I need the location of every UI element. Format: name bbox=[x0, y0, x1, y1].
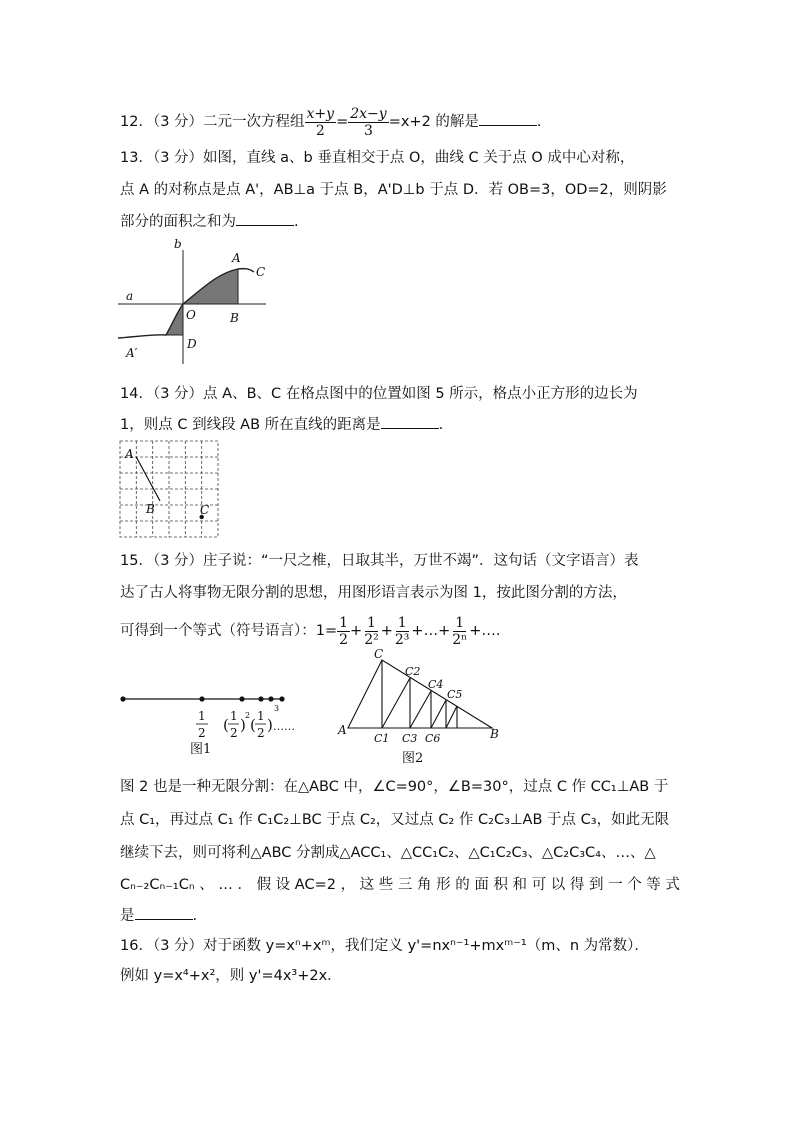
svg-text:): ) bbox=[240, 716, 246, 734]
fig2-label-B: B bbox=[490, 727, 499, 741]
q15-frac-n-den: 2ⁿ bbox=[452, 631, 468, 648]
fig1-t2-exp: 2 bbox=[245, 711, 251, 720]
q15-frac-1 bbox=[337, 615, 350, 648]
label-A-prime: A′ bbox=[126, 346, 138, 360]
fig1-t3-num: 1 bbox=[257, 709, 265, 723]
q14-line-2-end: . bbox=[438, 417, 444, 433]
label-B: B bbox=[146, 502, 155, 516]
q12-prefix: 12．（3 分）二元一次方程组 bbox=[120, 114, 305, 130]
q15-para-1: 图 2 也是一种无限分割：在△ABC 中，∠C=90°，∠B=30°，过点 C 作 CC₁⊥AB 于 bbox=[120, 779, 669, 795]
q15-para-5-end: . bbox=[192, 908, 198, 924]
q15-frac-1-num: 1 bbox=[339, 614, 349, 631]
q12-f1-den: 2 bbox=[315, 122, 325, 139]
q15-answer-blank bbox=[135, 905, 193, 920]
q15-para-5-text: 是 bbox=[120, 908, 135, 924]
shaded-region-upper bbox=[183, 269, 238, 304]
svg-text:): ) bbox=[267, 716, 273, 734]
label-C: C bbox=[256, 265, 266, 279]
q15-frac-2-den: 2² bbox=[364, 631, 379, 648]
q16-line-1: 16．（3 分）对于函数 y=xⁿ+xᵐ，我们定义 y'=nxⁿ⁻¹+mxᵐ⁻¹（m、n 为常数）． bbox=[120, 938, 649, 954]
label-O: O bbox=[186, 308, 196, 322]
fig1-caption: 图1 bbox=[190, 742, 212, 757]
q12-suffix: =x+2 的解是 bbox=[388, 114, 479, 130]
q13-figure bbox=[118, 238, 278, 368]
label-B: B bbox=[230, 311, 239, 325]
q15-plus-1: + bbox=[350, 623, 363, 639]
q13-answer-blank bbox=[236, 211, 294, 226]
q15-para-2: 点 C₁，再过点 C₁ 作 C₁C₂⊥BC 于点 C₂，又过点 C₂ 作 C₂C₃⊥AB 于点 C₃，如此无限 bbox=[120, 812, 670, 828]
q13-line-1: 13．（3 分）如图，直线 a、b 垂直相交于点 O，曲线 C 关于点 O 成中心对称， bbox=[120, 150, 635, 166]
fig2-label-C3: C3 bbox=[402, 732, 418, 745]
q15-para-3: 继续下去，则可将利△ABC 分割成△ACC₁、△CC₁C₂、△C₁C₂C₃、△C₂C₃C₄、…、△ bbox=[120, 845, 656, 861]
fig2-label-C5: C5 bbox=[447, 688, 463, 701]
q15-frac-3 bbox=[393, 615, 412, 648]
fig2-label-A: A bbox=[338, 723, 347, 737]
fig1-t2-den: 2 bbox=[230, 726, 238, 740]
fig2-caption: 图2 bbox=[402, 751, 424, 766]
q12-f2-num: 2x−y bbox=[350, 105, 387, 122]
label-a: a bbox=[126, 289, 134, 303]
q12-fraction-1 bbox=[305, 106, 337, 139]
q15-frac-2 bbox=[362, 615, 381, 648]
q15-frac-2-num: 1 bbox=[367, 614, 376, 631]
q15-frac-3-den: 2³ bbox=[394, 631, 410, 648]
svg-text:(: ( bbox=[250, 716, 256, 734]
q15-figure-1 bbox=[118, 690, 318, 760]
q15-frac-1-den: 2 bbox=[339, 631, 349, 648]
fig2-label-C4: C4 bbox=[428, 678, 444, 691]
svg-text:(: ( bbox=[223, 716, 229, 734]
q12-end: . bbox=[536, 114, 542, 130]
q12-line bbox=[120, 105, 542, 139]
q14-line-2-text: 1，则点 C 到线段 AB 所在直线的距离是 bbox=[120, 417, 381, 433]
q15-line-3-end: +…. bbox=[469, 623, 501, 639]
q15-frac-n-num: 1 bbox=[455, 614, 465, 631]
q13-line-3-end: . bbox=[294, 214, 299, 230]
q15-figure-2 bbox=[336, 648, 506, 768]
q14-line-1: 14．（3 分）点 A、B、C 在格点图中的位置如图 5 所示，格点小正方形的边长为 bbox=[120, 386, 638, 402]
segment-ab bbox=[136, 457, 160, 501]
q15-line-1: 15．（3 分）庄子说：“一尺之椎，日取其半，万世不竭”．这句话（文字语言）表 bbox=[120, 553, 639, 569]
q14-answer-blank bbox=[381, 414, 439, 429]
q12-f1-num: x+y bbox=[306, 105, 335, 122]
fig2-label-C6: C6 bbox=[425, 732, 441, 745]
fig1-t1-num: 1 bbox=[198, 709, 206, 723]
label-D: D bbox=[187, 337, 197, 351]
label-C: C bbox=[200, 503, 210, 517]
fig2-label-C2: C2 bbox=[405, 665, 421, 678]
label-b: b bbox=[174, 237, 182, 251]
q14-line-2 bbox=[120, 414, 443, 435]
fig1-t1-den: 2 bbox=[198, 726, 206, 740]
q12-answer-blank bbox=[479, 111, 537, 126]
q15-line-3-prefix: 可得到一个等式（符号语言）：1= bbox=[120, 623, 338, 639]
q15-dots: +…+ bbox=[411, 623, 451, 639]
q15-frac-3-num: 1 bbox=[397, 614, 407, 631]
q15-frac-n bbox=[450, 615, 469, 648]
q13-line-3-text: 部分的面积之和为 bbox=[120, 214, 236, 230]
q14-grid-figure bbox=[120, 441, 220, 538]
q13-line-3 bbox=[120, 211, 299, 232]
fig1-exp-3: 3 bbox=[274, 704, 280, 713]
q12-f2-den: 3 bbox=[364, 122, 373, 139]
q15-plus-2: + bbox=[380, 623, 393, 639]
fig2-label-C: C bbox=[374, 647, 384, 661]
q15-line-3 bbox=[120, 613, 500, 649]
q15-para-4: Cₙ₋₂Cₙ₋₁Cₙ 、 … ． 假 设 AC=2 ， 这 些 三 角 形 的 面 积 和 可 以 得 到 一 个 等 式 bbox=[120, 877, 680, 893]
label-A: A bbox=[232, 251, 241, 265]
fig1-ellipsis: …… bbox=[273, 720, 295, 733]
fig1-t2-num: 1 bbox=[230, 709, 238, 723]
q15-para-5 bbox=[120, 905, 197, 926]
q13-line-2: 点 A 的对称点是点 A'，AB⊥a 于点 B，A'D⊥b 于点 D．若 OB=3，OD=2，则阴影 bbox=[120, 182, 667, 198]
q16-line-2: 例如 y=x⁴+x²，则 y'=4x³+2x． bbox=[120, 968, 342, 984]
fig1-t3-den: 2 bbox=[257, 726, 265, 740]
q12-fraction-2 bbox=[348, 106, 388, 139]
q12-eq: = bbox=[336, 114, 349, 130]
fig2-label-C1: C1 bbox=[374, 732, 390, 745]
label-A: A bbox=[125, 447, 134, 461]
q15-line-2: 达了古人将事物无限分割的思想，用图形语言表示为图 1，按此图分割的方法， bbox=[120, 585, 627, 601]
